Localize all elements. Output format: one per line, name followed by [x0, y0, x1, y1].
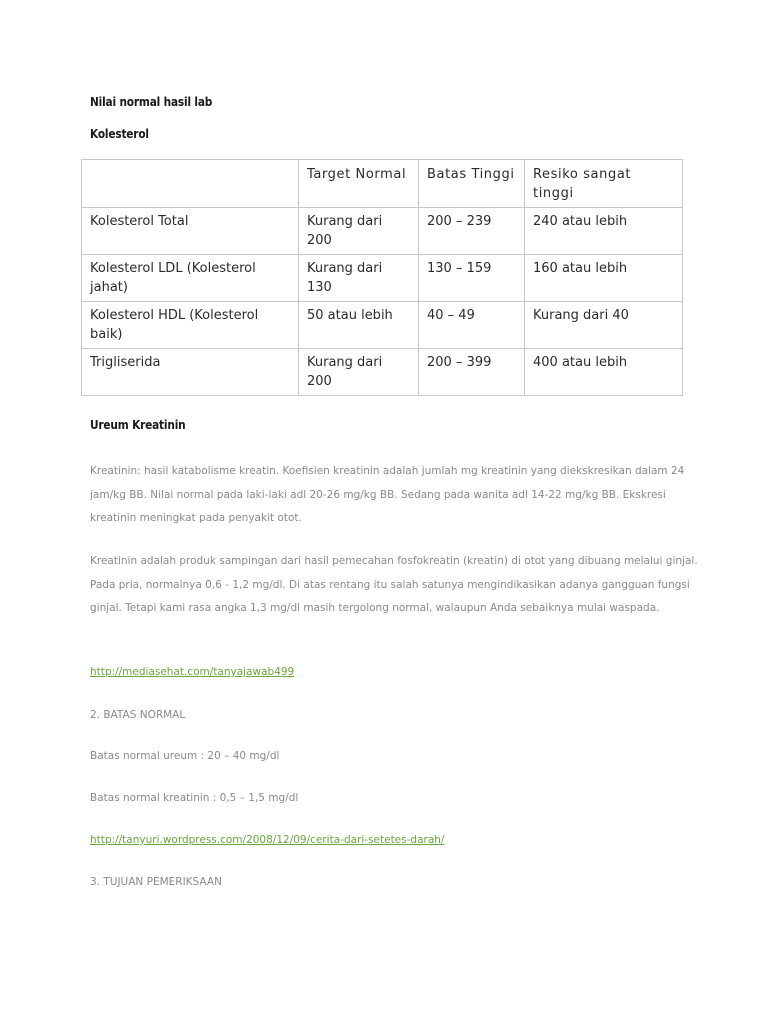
table-row [82, 349, 683, 396]
section-tujuan-pemeriksaan: 3. TUJUAN PEMERIKSAAN [90, 876, 222, 888]
source-link-tanyuri[interactable]: http://tanyuri.wordpress.com/2008/12/09/cerita-dari-setetes-darah/ [90, 834, 445, 846]
table-cell: Kurang dari 200 [299, 208, 419, 255]
cholesterol-table [81, 159, 683, 396]
table-header-cell: Batas Tinggi [419, 160, 525, 208]
table-header-cell: Target Normal [299, 160, 419, 208]
table-header-cell [82, 160, 299, 208]
table-cell: Kolesterol Total [82, 208, 299, 255]
table-header-row [82, 160, 683, 208]
table-cell: 200 – 239 [419, 208, 525, 255]
table-cell: 130 – 159 [419, 255, 525, 302]
table-cell: Kurang dari 130 [299, 255, 419, 302]
table-cell: Kurang dari 40 [525, 302, 683, 349]
table-cell: 160 atau lebih [525, 255, 683, 302]
table-cell: 40 – 49 [419, 302, 525, 349]
document-title: Nilai normal hasil lab [90, 95, 213, 109]
table-cell: 200 – 399 [419, 349, 525, 396]
table-cell: 50 atau lebih [299, 302, 419, 349]
table-header-cell: Resiko sangat tinggi [525, 160, 683, 208]
section-batas-normal: 2. BATAS NORMAL [90, 709, 186, 721]
table-cell: Trigliserida [82, 349, 299, 396]
source-link-mediasehat[interactable]: http://mediasehat.com/tanyajawab499 [90, 666, 295, 678]
table-row [82, 302, 683, 349]
table-cell: 400 atau lebih [525, 349, 683, 396]
table-cell: Kolesterol HDL (Kolesterol baik) [82, 302, 299, 349]
kreatinin-normal-value: Batas normal kreatinin : 0,5 – 1,5 mg/dl [90, 792, 299, 804]
table-cell: Kurang dari 200 [299, 349, 419, 396]
table-row [82, 208, 683, 255]
table-cell: 240 atau lebih [525, 208, 683, 255]
ureum-normal-value: Batas normal ureum : 20 – 40 mg/dl [90, 750, 280, 762]
section-heading-ureum-kreatinin: Ureum Kreatinin [90, 418, 186, 432]
paragraph-kreatinin-explanation: Kreatinin adalah produk sampingan dari hasil pemecahan fosfokreatin (kreatin) di otot yang dibuang melalui ginjal. Pada pria, normalnya 0,6 - 1,2 mg/dl. Di atas rentang itu salah satunya mengindikasikan adanya gangguan fungsi ginjal. Tetapi kami rasa angka 1,3 mg/dl masih tergolong normal, walaupun Anda sebaiknya mulai waspada. [90, 555, 698, 614]
table-row [82, 255, 683, 302]
section-heading-kolesterol: Kolesterol [90, 127, 149, 141]
paragraph-kreatinin-definition: Kreatinin: hasil katabolisme kreatin. Koefisien kreatinin adalah jumlah mg kreatinin yang diekskresikan dalam 24 jam/kg BB. Nilai normal pada laki-laki adl 20-26 mg/kg BB. Sedang pada wanita adl 14-22 mg/kg BB. Ekskresi kreatinin meningkat pada penyakit otot. [90, 465, 685, 524]
table-cell: Kolesterol LDL (Kolesterol jahat) [82, 255, 299, 302]
